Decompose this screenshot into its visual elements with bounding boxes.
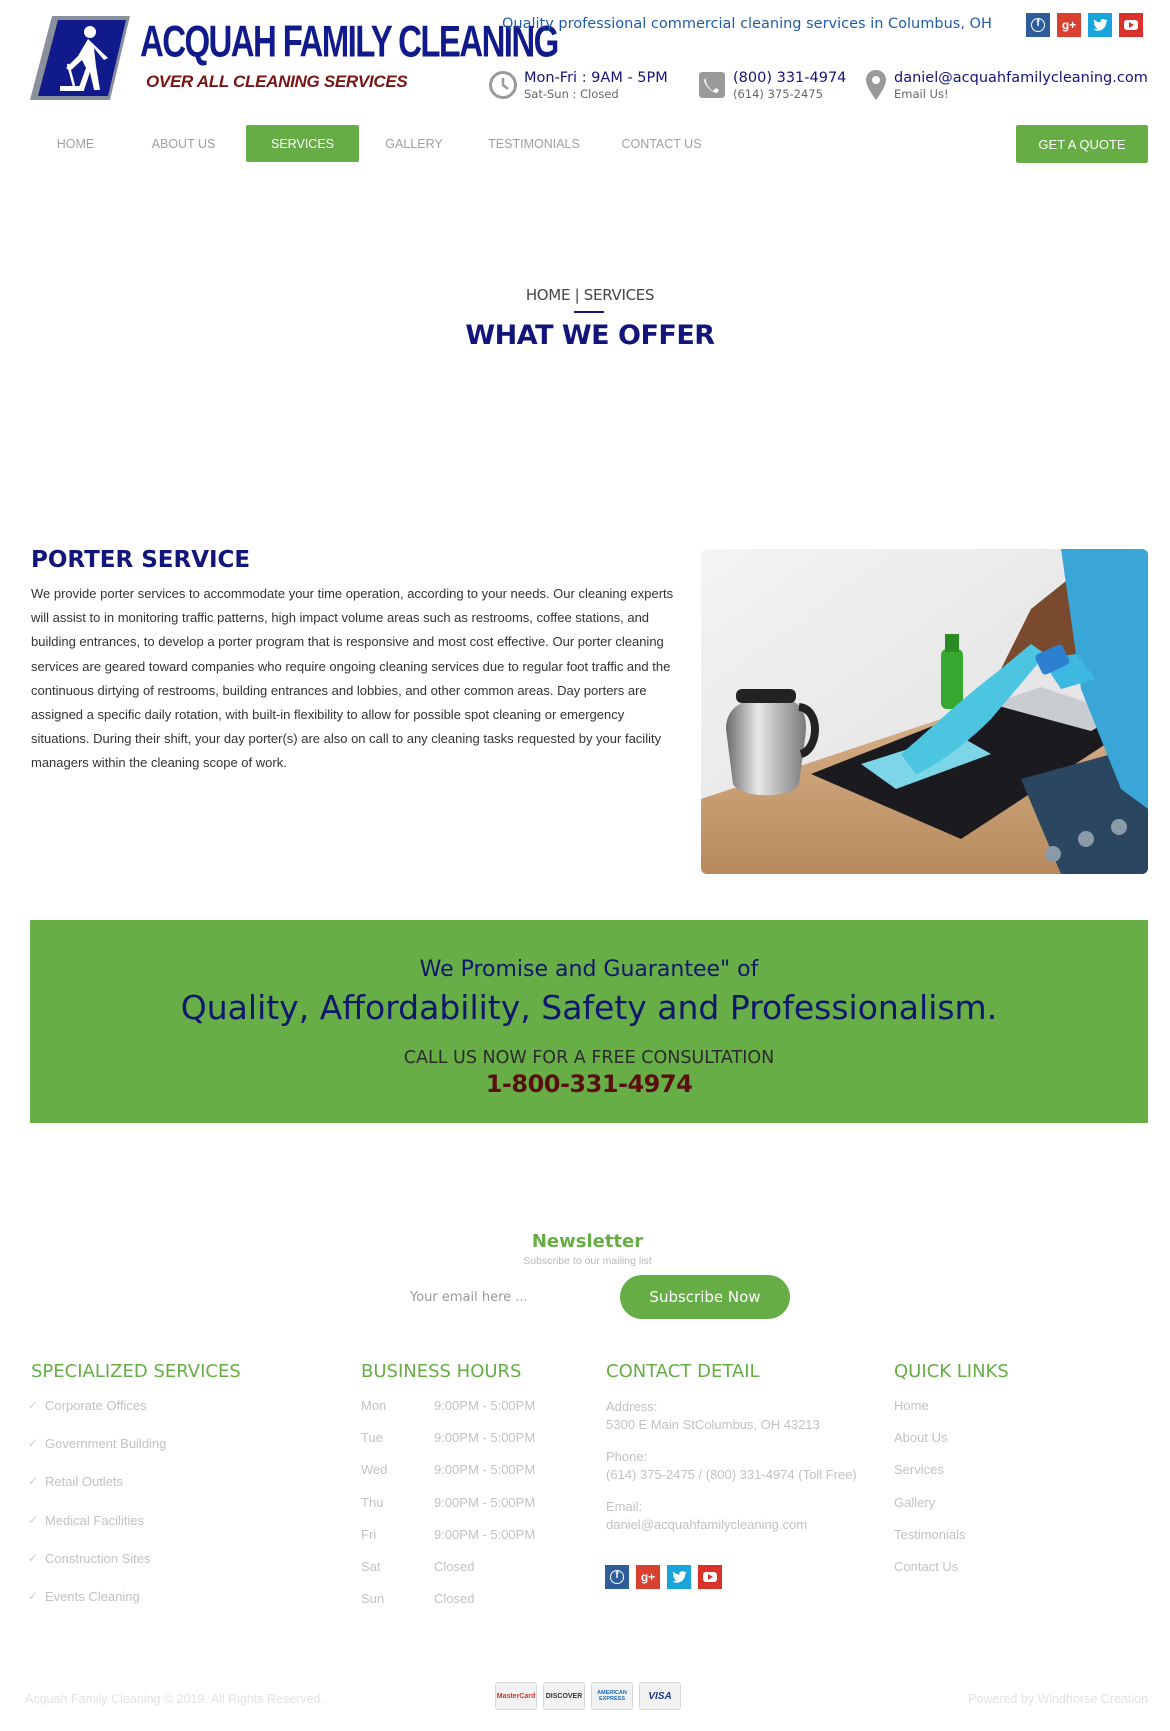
amex-card-icon: AMERICAN EXPRESS [591,1682,633,1710]
phone-label: Phone: [606,1449,648,1464]
breadcrumb: HOME | SERVICES [525,286,655,304]
hours-row [361,1527,535,1559]
get-a-quote-button[interactable]: GET A QUOTE [1016,125,1148,163]
breadcrumb-divider [574,311,604,313]
logo-badge-icon [30,16,130,100]
mastercard-icon: MasterCard [495,1682,537,1710]
payment-cards [495,1682,681,1710]
hours-row [361,1495,535,1527]
quick-link-about-us[interactable]: About Us [894,1430,948,1446]
quick-link-home[interactable]: Home [894,1398,929,1413]
list-item[interactable] [28,1513,166,1551]
hours-time: 9:00PM - 5:00PM [434,1430,536,1446]
phone-sub: (614) 375-2475 [733,87,823,101]
site-logo[interactable] [30,16,558,100]
email-value[interactable]: daniel@acquahfamilycleaning.com [606,1517,808,1532]
facebook-glyph: f [1031,18,1045,32]
hours-main: Mon-Fri : 9AM - 5PM [524,70,668,86]
specialized-services-title: SPECIALIZED SERVICES [31,1361,241,1382]
page-title: WHAT WE OFFER [465,320,715,351]
contact-detail-title: CONTACT DETAIL [606,1361,760,1382]
header-tagline: Quality professional commercial cleaning services in Columbus, OH [502,16,992,32]
specialized-services-list [28,1398,166,1627]
header-social-icons [1026,13,1143,37]
facebook-glyph: f [610,1570,624,1584]
check-icon: ✓ [28,1474,39,1489]
quick-links-title: QUICK LINKS [894,1361,1009,1382]
header-hours [488,70,668,101]
hours-row [361,1462,535,1494]
list-item[interactable] [28,1436,166,1474]
banner-phone[interactable]: 1-800-331-4974 [485,1070,693,1098]
discover-card-icon: DISCOVER [543,1682,585,1710]
clock-icon [488,70,518,100]
service-label: Medical Facilities [45,1512,144,1528]
email-sub: Email Us! [894,87,949,101]
service-label: Construction Sites [45,1550,151,1566]
hours-day: Mon [361,1398,387,1413]
youtube-play-glyph [703,1572,717,1582]
hours-day: Sat [361,1558,381,1574]
hours-sub: Sat-Sun : Closed [524,87,619,101]
hours-time: 9:00PM - 5:00PM [434,1494,536,1510]
address-value: 5300 E Main StColumbus, OH 43213 [606,1417,820,1432]
header-phone[interactable] [697,70,846,101]
hours-row [361,1559,535,1591]
check-icon: ✓ [28,1588,39,1603]
business-hours-list [361,1398,535,1623]
nav-item-home[interactable]: HOME [56,136,95,151]
hours-day: Sun [361,1591,385,1607]
main-nav [30,125,724,162]
powered-by-link[interactable]: Powered by Windhorse Creation [968,1692,1148,1706]
service-label: Retail Outlets [45,1474,124,1490]
porter-service-description: We provide porter services to accommodate your time operation, according to your needs. Our cleaning experts will assist to in monitoring traffic patterns, high impact volume areas such as restrooms, coffee stations, and building entrances, to develop a porter program that is responsive and most cost effective. Our porter cleaning services are geared toward companies who require ongoing cleaning services due to regular foot traffic and the continuous dirtying of restrooms, building entrances and lobbies, and other common areas. Day porters are assigned a specific daily rotation, with built-in flexibility to allow for possible spot cleaning or emergency situations. During their shift, your day porter(s) are also on call to any cleaning tasks requested by your facility managers within the cleaning scope of work. [31,586,674,771]
facebook-icon[interactable] [1026,13,1050,37]
logo-title: ACQUAH FAMILY CLEANING [140,16,558,66]
newsletter-email-input[interactable] [398,1274,620,1320]
map-pin-icon [864,70,888,100]
copyright-text: Acquah Family Cleaning © 2019. All Rights Reserved. [25,1692,324,1706]
banner-cta: CALL US NOW FOR A FREE CONSULTATION [403,1048,775,1068]
footer-social-icons [605,1565,722,1589]
check-icon: ✓ [28,1512,39,1527]
twitter-icon[interactable] [1088,13,1112,37]
list-item[interactable] [28,1551,166,1589]
email-label: Email: [606,1499,643,1514]
quick-link-services[interactable]: Services [894,1462,944,1478]
hours-time: Closed [434,1591,475,1607]
logo-subtitle: OVER ALL CLEANING SERVICES [146,72,408,91]
cleaning-photo-illustration [701,549,1148,874]
list-item[interactable] [28,1589,166,1627]
address-label: Address: [606,1399,658,1414]
service-label: Government Building [45,1436,167,1452]
nav-item-services[interactable]: SERVICES [246,125,359,162]
hours-day: Wed [361,1462,388,1478]
contact-detail-block [606,1398,857,1548]
porter-service-image [701,549,1148,874]
newsletter-title: Newsletter [531,1231,644,1252]
hours-day: Fri [361,1526,377,1542]
phone-value[interactable]: (614) 375-2475 / (800) 331-4974 (Toll Free) [606,1467,857,1482]
quick-links-list [894,1398,966,1591]
facebook-icon[interactable] [605,1565,629,1589]
quick-link-testimonials[interactable]: Testimonials [894,1526,966,1542]
business-hours-title: BUSINESS HOURS [361,1361,522,1382]
hours-day: Thu [361,1494,384,1510]
hours-time: Closed [434,1558,475,1574]
check-icon: ✓ [28,1550,39,1565]
phone-icon [697,70,727,100]
service-label: Events Cleaning [45,1588,140,1604]
quick-link-contact-us[interactable]: Contact Us [894,1558,959,1574]
twitter-bird-icon [1093,19,1108,31]
google-plus-icon[interactable]: g+ [1057,13,1081,37]
service-label: Corporate Offices [45,1398,147,1413]
hours-time: 9:00PM - 5:00PM [434,1462,536,1478]
phone-main: (800) 331-4974 [733,70,847,86]
check-icon: ✓ [28,1398,39,1412]
nav-item-gallery[interactable]: GALLERY [385,136,443,151]
email-main: daniel@acquahfamilycleaning.com [894,70,1148,86]
nav-item-contact-us[interactable]: CONTACT US [621,136,702,151]
newsletter-subtitle: Subscribe to our mailing list [523,1255,652,1267]
guarantee-banner [30,920,1148,1123]
quick-link-gallery[interactable]: Gallery [894,1494,936,1510]
nav-item-testimonials[interactable]: TESTIMONIALS [488,136,580,151]
banner-promise: We Promise and Guarantee" of [419,957,759,982]
check-icon: ✓ [28,1436,39,1451]
hours-row [361,1591,535,1623]
hours-time: 9:00PM - 5:00PM [434,1398,536,1413]
google-plus-icon[interactable]: g+ [636,1565,660,1589]
list-item[interactable] [28,1474,166,1512]
twitter-bird-icon [672,1571,687,1583]
youtube-icon[interactable] [1119,13,1143,37]
hours-row [361,1430,535,1462]
youtube-icon[interactable] [698,1565,722,1589]
subscribe-button[interactable]: Subscribe Now [620,1275,790,1319]
hours-row [361,1398,535,1430]
nav-item-about-us[interactable]: ABOUT US [151,136,216,151]
youtube-play-glyph [1124,20,1138,30]
list-item[interactable] [28,1398,166,1436]
hours-day: Tue [361,1430,383,1446]
visa-card-icon: VISA [639,1682,681,1710]
porter-service-title: PORTER SERVICE [31,547,251,573]
header-email[interactable] [864,70,1148,101]
twitter-icon[interactable] [667,1565,691,1589]
banner-headline: Quality, Affordability, Safety and Professionalism. [180,988,998,1027]
hours-time: 9:00PM - 5:00PM [434,1526,536,1542]
